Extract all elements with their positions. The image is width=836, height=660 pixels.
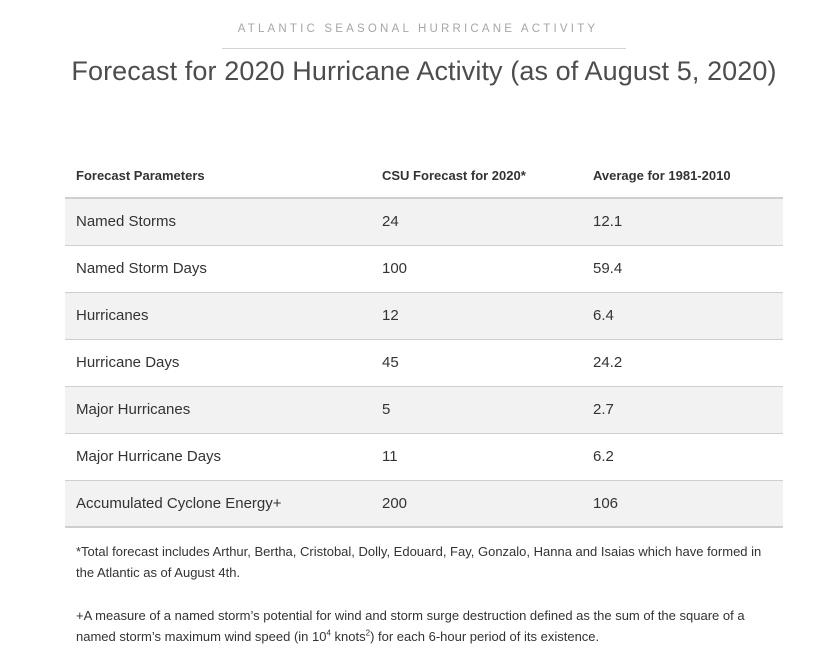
average-cell: 2.7 [582, 386, 783, 433]
parameter-cell: Major Hurricanes [65, 386, 371, 433]
average-cell: 106 [582, 480, 783, 527]
forecast-cell: 24 [371, 198, 582, 245]
ace-exponent-2: 2 [365, 628, 371, 638]
forecast-table [65, 154, 783, 528]
parameter-cell: Named Storms [65, 198, 371, 245]
forecast-cell: 45 [371, 339, 582, 386]
table-row [65, 245, 783, 292]
column-header-parameters: Forecast Parameters [65, 154, 371, 198]
forecast-cell: 11 [371, 433, 582, 480]
footnote-total-forecast: *Total forecast includes Arthur, Bertha, Cristobal, Dolly, Edouard, Fay, Gonzalo, Hanna and Isaias which have formed in the Atlantic as of August 4th. [76, 544, 762, 580]
table-row [65, 480, 783, 527]
parameter-cell: Major Hurricane Days [65, 433, 371, 480]
footnote-ace-definition [76, 605, 776, 647]
average-cell: 59.4 [582, 245, 783, 292]
table-row [65, 386, 783, 433]
ace-text-suffix: ) for each 6-hour period of its existence. [370, 629, 600, 644]
average-cell: 6.4 [582, 292, 783, 339]
parameter-cell: Hurricane Days [65, 339, 371, 386]
column-header-average: Average for 1981-2010 [582, 154, 783, 198]
forecast-cell: 12 [371, 292, 582, 339]
average-cell: 24.2 [582, 339, 783, 386]
parameter-cell: Named Storm Days [65, 245, 371, 292]
average-cell: 6.2 [582, 433, 783, 480]
forecast-cell: 5 [371, 386, 582, 433]
table-header-row [65, 154, 783, 198]
section-eyebrow: ATLANTIC SEASONAL HURRICANE ACTIVITY [237, 23, 599, 35]
eyebrow-divider [222, 48, 626, 49]
ace-exponent-1: 4 [326, 628, 331, 638]
table-row [65, 433, 783, 480]
ace-text-mid: knots [330, 629, 366, 644]
forecast-cell: 200 [371, 480, 582, 527]
parameter-cell: Accumulated Cyclone Energy+ [65, 480, 371, 527]
table-row [65, 292, 783, 339]
page-title: Forecast for 2020 Hurricane Activity (as of August 5, 2020) [71, 56, 777, 86]
parameter-cell: Hurricanes [65, 292, 371, 339]
ace-text-prefix: +A measure of a named storm’s potential for wind and storm surge destruction defined as the sum of the square of a named storm’s maximum wind speed (in 10 [76, 608, 745, 644]
table-row [65, 198, 783, 245]
forecast-cell: 100 [371, 245, 582, 292]
column-header-csu-forecast: CSU Forecast for 2020* [371, 154, 582, 198]
average-cell: 12.1 [582, 198, 783, 245]
table-row [65, 339, 783, 386]
